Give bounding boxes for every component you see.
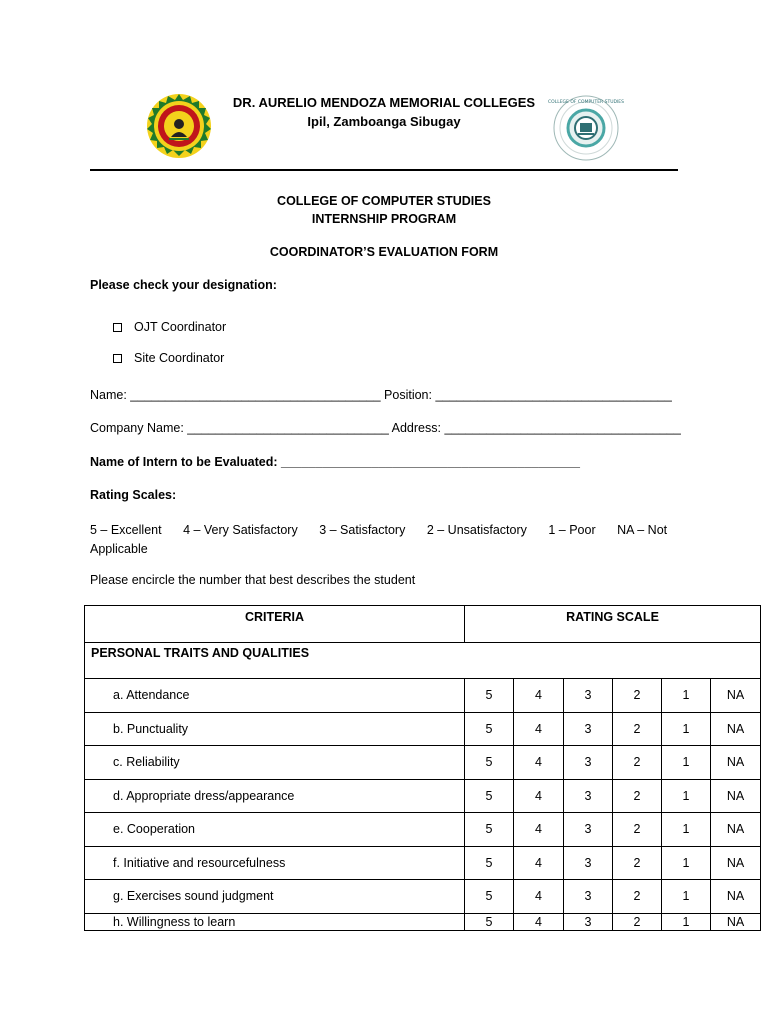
score-option[interactable]: 5 (465, 679, 514, 713)
criteria-header: CRITERIA (85, 606, 465, 643)
score-option[interactable]: 4 (514, 712, 564, 746)
score-option[interactable]: 2 (613, 779, 662, 813)
score-option[interactable]: NA (711, 712, 761, 746)
company-address-field[interactable]: Company Name: _____________________________ Address: __________________________________ (90, 421, 681, 435)
score-option[interactable]: 2 (613, 880, 662, 914)
scale-2: 2 – Unsatisfactory (426, 523, 527, 537)
score-option[interactable]: 3 (564, 813, 613, 847)
scale-4: 4 – Very Satisfactory (183, 523, 298, 537)
table-row (85, 846, 761, 880)
designation-question: Please check your designation: (90, 278, 277, 292)
criterion-label: a. Attendance (85, 679, 465, 713)
school-name: DR. AURELIO MENDOZA MEMORIAL COLLEGES (232, 95, 536, 110)
form-title: COORDINATOR’S EVALUATION FORM (269, 245, 499, 259)
score-option[interactable]: 1 (662, 813, 711, 847)
score-option[interactable]: NA (711, 679, 761, 713)
table-row (85, 913, 761, 930)
checkbox[interactable] (113, 354, 122, 363)
table-row (85, 746, 761, 780)
ojt-coordinator-label: OJT Coordinator (134, 320, 227, 334)
score-option[interactable]: NA (711, 880, 761, 914)
school-address: Ipil, Zamboanga Sibugay (307, 114, 461, 129)
checkbox[interactable] (113, 323, 122, 332)
criterion-label: g. Exercises sound judgment (85, 880, 465, 914)
program-title: INTERNSHIP PROGRAM (311, 212, 457, 226)
criterion-label: e. Cooperation (85, 813, 465, 847)
header-divider (90, 169, 678, 171)
criterion-label: h. Willingness to learn (85, 913, 465, 930)
score-option[interactable]: 3 (564, 679, 613, 713)
score-option[interactable]: 1 (662, 779, 711, 813)
score-option[interactable]: NA (711, 813, 761, 847)
score-option[interactable]: 2 (613, 913, 662, 930)
score-option[interactable]: 2 (613, 746, 662, 780)
score-option[interactable]: NA (711, 746, 761, 780)
table-row (85, 813, 761, 847)
score-option[interactable]: 4 (514, 846, 564, 880)
criterion-label: c. Reliability (85, 746, 465, 780)
score-option[interactable]: 1 (662, 712, 711, 746)
score-option[interactable]: 1 (662, 679, 711, 713)
score-option[interactable]: NA (711, 779, 761, 813)
scale-3: 3 – Satisfactory (319, 523, 406, 537)
site-coordinator-option[interactable] (113, 351, 224, 365)
score-option[interactable]: 1 (662, 846, 711, 880)
score-option[interactable]: 1 (662, 880, 711, 914)
ojt-coordinator-option[interactable] (113, 320, 226, 334)
criterion-label: f. Initiative and resourcefulness (85, 846, 465, 880)
score-option[interactable]: 3 (564, 846, 613, 880)
right-logo-text: COLLEGE OF COMPUTER STUDIES (548, 100, 624, 105)
score-option[interactable]: 1 (662, 913, 711, 930)
scale-na: NA – Not Applicable (90, 523, 668, 556)
score-option[interactable]: 5 (465, 880, 514, 914)
score-option[interactable]: 3 (564, 779, 613, 813)
table-row (85, 880, 761, 914)
score-option[interactable]: 5 (465, 846, 514, 880)
table-row (85, 679, 761, 713)
criterion-label: b. Punctuality (85, 712, 465, 746)
score-option[interactable]: 3 (564, 913, 613, 930)
score-option[interactable]: 4 (514, 813, 564, 847)
criterion-label: d. Appropriate dress/appearance (85, 779, 465, 813)
score-option[interactable]: 5 (465, 746, 514, 780)
table-row (85, 779, 761, 813)
score-option[interactable]: 5 (465, 813, 514, 847)
scale-1: 1 – Poor (548, 523, 596, 537)
score-option[interactable]: 2 (613, 846, 662, 880)
score-option[interactable]: NA (711, 913, 761, 930)
score-option[interactable]: 4 (514, 880, 564, 914)
rating-scale-legend (90, 521, 680, 559)
score-option[interactable]: 2 (613, 712, 662, 746)
score-option[interactable]: 4 (514, 913, 564, 930)
rating-scale-header: RATING SCALE (465, 606, 761, 643)
evaluation-table (84, 605, 761, 931)
score-option[interactable]: 5 (465, 913, 514, 930)
college-title: COLLEGE OF COMPUTER STUDIES (277, 194, 491, 208)
rating-scales-label: Rating Scales: (90, 488, 177, 502)
score-option[interactable]: 3 (564, 712, 613, 746)
score-option[interactable]: 4 (514, 679, 564, 713)
score-option[interactable]: 3 (564, 880, 613, 914)
score-option[interactable]: 5 (465, 712, 514, 746)
score-option[interactable]: 2 (613, 679, 662, 713)
site-coordinator-label: Site Coordinator (134, 351, 225, 365)
instruction-text: Please encircle the number that best describes the student (90, 573, 416, 587)
score-option[interactable]: 5 (465, 779, 514, 813)
score-option[interactable]: NA (711, 846, 761, 880)
section-heading: PERSONAL TRAITS AND QUALITIES (85, 643, 761, 679)
score-option[interactable]: 3 (564, 746, 613, 780)
score-option[interactable]: 1 (662, 746, 711, 780)
table-row (85, 712, 761, 746)
intern-name-field[interactable]: Name of Intern to be Evaluated: ___________________________________________ (90, 455, 580, 469)
name-position-field[interactable]: Name: ____________________________________ Position: __________________________________ (90, 388, 672, 402)
score-option[interactable]: 4 (514, 746, 564, 780)
score-option[interactable]: 2 (613, 813, 662, 847)
score-option[interactable]: 4 (514, 779, 564, 813)
scale-5: 5 – Excellent (90, 523, 162, 537)
